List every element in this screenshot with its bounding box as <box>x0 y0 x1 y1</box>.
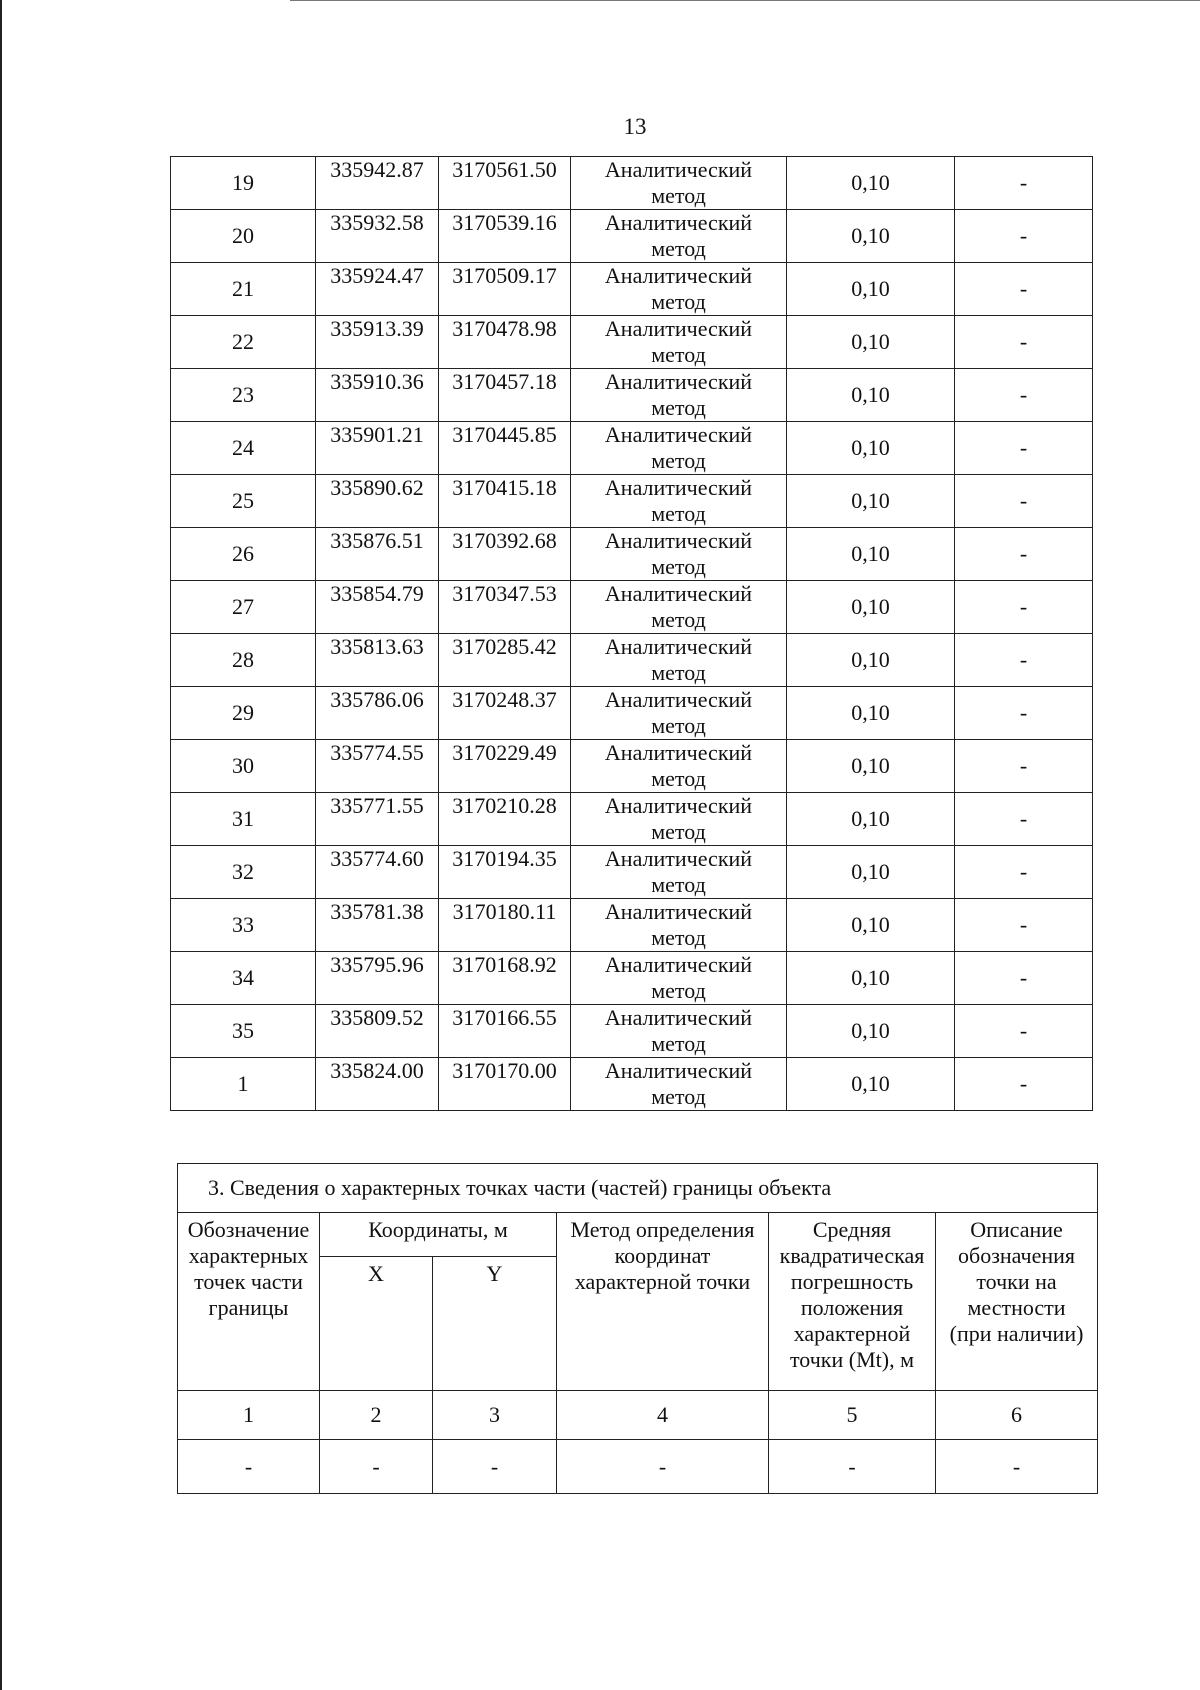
accuracy: 0,10 <box>787 157 955 210</box>
point-number: 34 <box>171 952 316 1005</box>
coordinates-table <box>170 156 1093 1111</box>
table-row <box>171 581 1093 634</box>
method-line-2: метод <box>651 925 706 950</box>
description: - <box>955 316 1093 369</box>
y-coordinate: 3170561.50 <box>439 157 571 210</box>
method-line-2: метод <box>651 501 706 526</box>
method-line-2: метод <box>651 1084 706 1109</box>
accuracy: 0,10 <box>787 263 955 316</box>
empty-cell: - <box>769 1440 936 1494</box>
header-description-line: местности <box>967 1295 1066 1320</box>
point-number: 30 <box>171 740 316 793</box>
method <box>571 740 787 793</box>
y-coordinate: 3170229.49 <box>439 740 571 793</box>
header-method-line: Метод определения <box>570 1217 755 1242</box>
method <box>571 528 787 581</box>
empty-cell: - <box>936 1440 1098 1494</box>
point-number: 21 <box>171 263 316 316</box>
y-coordinate: 3170415.18 <box>439 475 571 528</box>
empty-cell: - <box>320 1440 433 1494</box>
method-line-2: метод <box>651 607 706 632</box>
x-coordinate: 335942.87 <box>316 157 439 210</box>
description: - <box>955 740 1093 793</box>
method-line-2: метод <box>651 554 706 579</box>
page-number: 13 <box>623 114 647 139</box>
column-number: 4 <box>557 1391 769 1440</box>
y-coordinate: 3170170.00 <box>439 1058 571 1111</box>
header-designation-line: точек части <box>194 1269 303 1294</box>
y-coordinate: 3170168.92 <box>439 952 571 1005</box>
header-designation-line: характерных <box>188 1243 309 1268</box>
scan-edge-top <box>290 0 1200 1</box>
method <box>571 263 787 316</box>
method-line-1: Аналитический <box>604 581 753 606</box>
header-description-line: Описание <box>970 1217 1063 1242</box>
y-coordinate: 3170210.28 <box>439 793 571 846</box>
x-coordinate: 335910.36 <box>316 369 439 422</box>
method-line-1: Аналитический <box>604 316 753 341</box>
table-row <box>171 846 1093 899</box>
method <box>571 634 787 687</box>
scan-edge-left <box>0 0 2 1690</box>
header-description-line: обозначения <box>958 1243 1076 1268</box>
x-coordinate: 335890.62 <box>316 475 439 528</box>
y-coordinate: 3170392.68 <box>439 528 571 581</box>
method-line-1: Аналитический <box>604 475 753 500</box>
description: - <box>955 210 1093 263</box>
point-number: 1 <box>171 1058 316 1111</box>
point-number: 26 <box>171 528 316 581</box>
header-accuracy-line: характерной <box>793 1321 911 1346</box>
description: - <box>955 899 1093 952</box>
y-coordinate: 3170180.11 <box>439 899 571 952</box>
method-line-2: метод <box>651 660 706 685</box>
method-line-2: метод <box>651 395 706 420</box>
point-number: 27 <box>171 581 316 634</box>
method <box>571 952 787 1005</box>
method <box>571 475 787 528</box>
column-number: 3 <box>433 1391 557 1440</box>
header-description <box>936 1213 1098 1391</box>
table-row <box>171 369 1093 422</box>
empty-cell: - <box>557 1440 769 1494</box>
accuracy: 0,10 <box>787 422 955 475</box>
x-coordinate: 335901.21 <box>316 422 439 475</box>
point-number: 24 <box>171 422 316 475</box>
method <box>571 1058 787 1111</box>
description: - <box>955 634 1093 687</box>
point-number: 35 <box>171 1005 316 1058</box>
method <box>571 581 787 634</box>
y-coordinate: 3170509.17 <box>439 263 571 316</box>
x-coordinate: 335824.00 <box>316 1058 439 1111</box>
accuracy: 0,10 <box>787 687 955 740</box>
accuracy: 0,10 <box>787 899 955 952</box>
point-number: 29 <box>171 687 316 740</box>
header-designation-line: Обозначение <box>187 1217 310 1242</box>
method-line-2: метод <box>651 713 706 738</box>
point-number: 19 <box>171 157 316 210</box>
header-accuracy-line: погрешность <box>790 1269 914 1294</box>
method <box>571 157 787 210</box>
header-accuracy-line: Средняя <box>812 1217 892 1242</box>
table-row <box>171 634 1093 687</box>
method-line-2: метод <box>651 289 706 314</box>
method-line-1: Аналитический <box>604 740 753 765</box>
accuracy: 0,10 <box>787 581 955 634</box>
method <box>571 369 787 422</box>
method-line-1: Аналитический <box>604 210 753 235</box>
point-number: 20 <box>171 210 316 263</box>
section-title: 3. Сведения о характерных точках части (частей) границы объекта <box>178 1164 1098 1213</box>
header-designation <box>178 1213 320 1391</box>
header-accuracy <box>769 1213 936 1391</box>
method-line-2: метод <box>651 766 706 791</box>
method-line-2: метод <box>651 342 706 367</box>
method-line-1: Аналитический <box>604 422 753 447</box>
table-row <box>171 422 1093 475</box>
header-accuracy-line: точки (Mt), м <box>789 1347 915 1372</box>
x-coordinate: 335786.06 <box>316 687 439 740</box>
accuracy: 0,10 <box>787 210 955 263</box>
method-line-1: Аналитический <box>604 263 753 288</box>
y-coordinate: 3170478.98 <box>439 316 571 369</box>
method-line-2: метод <box>651 1031 706 1056</box>
column-number: 1 <box>178 1391 320 1440</box>
method <box>571 793 787 846</box>
point-number: 23 <box>171 369 316 422</box>
description: - <box>955 157 1093 210</box>
table-row <box>171 1005 1093 1058</box>
table-row <box>171 263 1093 316</box>
point-number: 25 <box>171 475 316 528</box>
method-line-2: метод <box>651 978 706 1003</box>
header-description-line: точки на <box>976 1269 1057 1294</box>
x-coordinate: 335774.55 <box>316 740 439 793</box>
x-coordinate: 335854.79 <box>316 581 439 634</box>
method-line-1: Аналитический <box>604 793 753 818</box>
table-row <box>171 528 1093 581</box>
y-coordinate: 3170347.53 <box>439 581 571 634</box>
accuracy: 0,10 <box>787 793 955 846</box>
description: - <box>955 846 1093 899</box>
method <box>571 846 787 899</box>
column-number: 6 <box>936 1391 1098 1440</box>
header-accuracy-line: квадратическая <box>779 1243 925 1268</box>
point-number: 32 <box>171 846 316 899</box>
method-line-1: Аналитический <box>604 952 753 977</box>
boundary-part-points-table <box>177 1163 1098 1494</box>
method <box>571 1005 787 1058</box>
table-row <box>171 316 1093 369</box>
method-line-1: Аналитический <box>604 899 753 924</box>
accuracy: 0,10 <box>787 475 955 528</box>
y-coordinate: 3170457.18 <box>439 369 571 422</box>
x-coordinate: 335781.38 <box>316 899 439 952</box>
y-coordinate: 3170539.16 <box>439 210 571 263</box>
accuracy: 0,10 <box>787 846 955 899</box>
description: - <box>955 952 1093 1005</box>
header-coordinates: Координаты, м <box>320 1213 557 1257</box>
method <box>571 687 787 740</box>
method-line-1: Аналитический <box>604 1005 753 1030</box>
point-number: 28 <box>171 634 316 687</box>
accuracy: 0,10 <box>787 1005 955 1058</box>
method-line-1: Аналитический <box>604 634 753 659</box>
method-line-2: метод <box>651 872 706 897</box>
method-line-1: Аналитический <box>604 846 753 871</box>
x-coordinate: 335795.96 <box>316 952 439 1005</box>
column-number: 5 <box>769 1391 936 1440</box>
accuracy: 0,10 <box>787 1058 955 1111</box>
table-row <box>171 740 1093 793</box>
accuracy: 0,10 <box>787 634 955 687</box>
x-coordinate: 335924.47 <box>316 263 439 316</box>
y-coordinate: 3170194.35 <box>439 846 571 899</box>
header-description-line: (при наличии) <box>949 1321 1084 1346</box>
y-coordinate: 3170248.37 <box>439 687 571 740</box>
header-designation-line: границы <box>208 1295 289 1320</box>
accuracy: 0,10 <box>787 528 955 581</box>
x-coordinate: 335809.52 <box>316 1005 439 1058</box>
x-coordinate: 335771.55 <box>316 793 439 846</box>
method <box>571 316 787 369</box>
description: - <box>955 475 1093 528</box>
x-coordinate: 335774.60 <box>316 846 439 899</box>
method <box>571 210 787 263</box>
method-line-1: Аналитический <box>604 369 753 394</box>
point-number: 31 <box>171 793 316 846</box>
method-line-1: Аналитический <box>604 528 753 553</box>
description: - <box>955 369 1093 422</box>
table-row <box>171 687 1093 740</box>
method-line-2: метод <box>651 819 706 844</box>
description: - <box>955 687 1093 740</box>
header-x: X <box>320 1257 433 1391</box>
table-row <box>171 793 1093 846</box>
method-line-1: Аналитический <box>604 687 753 712</box>
table-row <box>171 899 1093 952</box>
accuracy: 0,10 <box>787 952 955 1005</box>
method-line-2: метод <box>651 236 706 261</box>
method-line-2: метод <box>651 183 706 208</box>
header-method-line: характерной точки <box>574 1269 751 1294</box>
table-row <box>171 952 1093 1005</box>
column-number: 2 <box>320 1391 433 1440</box>
description: - <box>955 793 1093 846</box>
table-row <box>171 210 1093 263</box>
table-row <box>171 475 1093 528</box>
empty-cell: - <box>433 1440 557 1494</box>
point-number: 22 <box>171 316 316 369</box>
header-y: Y <box>433 1257 557 1391</box>
method-line-1: Аналитический <box>604 1058 753 1083</box>
description: - <box>955 581 1093 634</box>
point-number: 33 <box>171 899 316 952</box>
x-coordinate: 335913.39 <box>316 316 439 369</box>
x-coordinate: 335932.58 <box>316 210 439 263</box>
description: - <box>955 528 1093 581</box>
accuracy: 0,10 <box>787 740 955 793</box>
y-coordinate: 3170166.55 <box>439 1005 571 1058</box>
x-coordinate: 335876.51 <box>316 528 439 581</box>
method-line-1: Аналитический <box>604 157 753 182</box>
description: - <box>955 1005 1093 1058</box>
accuracy: 0,10 <box>787 369 955 422</box>
description: - <box>955 1058 1093 1111</box>
header-accuracy-line: положения <box>800 1295 904 1320</box>
coordinates-table-body <box>171 157 1093 1111</box>
method <box>571 422 787 475</box>
header-method-line: координат <box>614 1243 711 1268</box>
method <box>571 899 787 952</box>
description: - <box>955 263 1093 316</box>
x-coordinate: 335813.63 <box>316 634 439 687</box>
y-coordinate: 3170285.42 <box>439 634 571 687</box>
empty-cell: - <box>178 1440 320 1494</box>
y-coordinate: 3170445.85 <box>439 422 571 475</box>
accuracy: 0,10 <box>787 316 955 369</box>
table-row <box>171 157 1093 210</box>
method-line-2: метод <box>651 448 706 473</box>
header-method <box>557 1213 769 1391</box>
description: - <box>955 422 1093 475</box>
table-row <box>171 1058 1093 1111</box>
